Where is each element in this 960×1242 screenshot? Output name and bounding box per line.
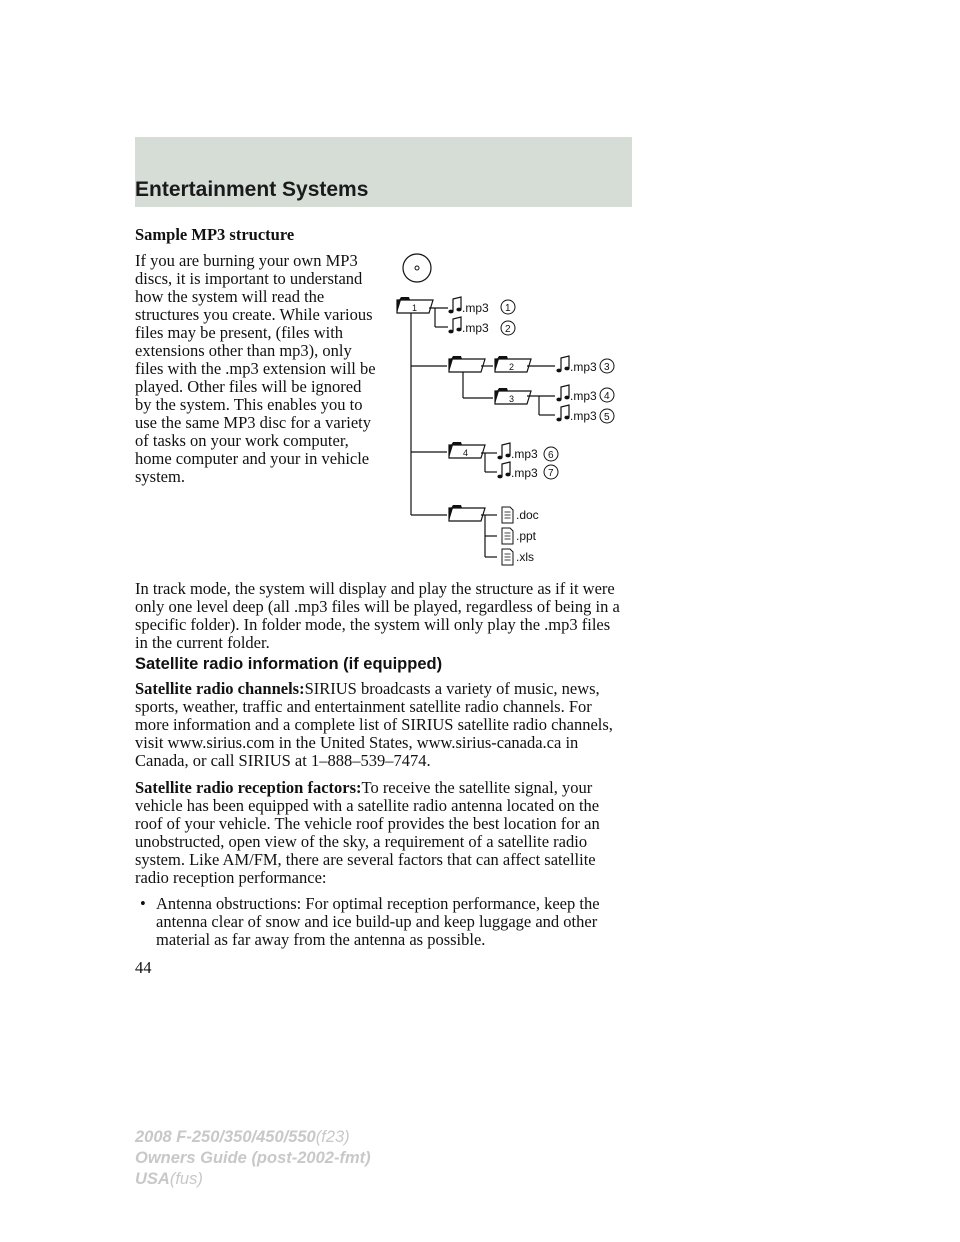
reception-line: To receive the satellite signal, your xyxy=(361,778,593,797)
reception-line: roof of your vehicle. The vehicle roof provides the best location for an xyxy=(135,814,600,833)
channels-line: visit www.sirius.com in the United States, www.sirius-canada.ca in xyxy=(135,733,579,752)
intro-line: extensions other than mp3), only xyxy=(135,341,352,360)
file-label: .doc xyxy=(516,508,539,522)
intro-line: discs, it is important to understand xyxy=(135,269,363,288)
bullet-marker: • xyxy=(140,894,146,913)
intro-line: use the same MP3 disc for a variety xyxy=(135,413,371,432)
file-number-badge: 7 xyxy=(548,468,554,479)
satellite-heading: Satellite radio information (if equipped) xyxy=(135,655,443,673)
folder-icon xyxy=(449,442,485,458)
channels-line: SIRIUS broadcasts a variety of music, news, xyxy=(304,679,600,698)
folder-icon xyxy=(449,356,485,372)
reception-line: system. Like AM/FM, there are several factors that can affect satellite xyxy=(135,850,596,869)
file-label: .mp3 xyxy=(511,466,538,480)
footer-region: USA xyxy=(135,1170,170,1188)
intro-line: how the system will read the xyxy=(135,287,325,306)
file-number-badge: 3 xyxy=(604,362,610,373)
channels-line: sports, weather, traffic and entertainment satellite radio channels. For xyxy=(135,697,592,716)
intro-line: by the system. This enables you to xyxy=(135,395,363,414)
folder-icon xyxy=(397,297,433,313)
track-line: specific folder). In folder mode, the system will only play the .mp3 files xyxy=(135,615,611,634)
intro-line: structures you create. While various xyxy=(135,305,373,324)
channels-line: more information and a complete list of SIRIUS satellite radio channels, xyxy=(135,715,613,734)
file-number-badge: 1 xyxy=(505,303,511,314)
reception-line: radio reception performance: xyxy=(135,868,327,887)
folder-icon xyxy=(449,505,485,521)
folder-number: 3 xyxy=(509,394,515,404)
channels-line: Canada, or call SIRIUS at 1–888–539–7474. xyxy=(135,751,431,770)
footer-model-code: (f23) xyxy=(315,1128,350,1146)
reception-line: vehicle has been equipped with a satellite radio antenna located on the xyxy=(135,796,600,815)
folder-icon xyxy=(495,388,531,404)
file-number-badge: 4 xyxy=(604,391,610,402)
file-label: .ppt xyxy=(516,529,537,543)
track-line: in the current folder. xyxy=(135,633,270,652)
intro-line: system. xyxy=(135,467,185,486)
footer-guide: Owners Guide (post-2002-fmt) xyxy=(135,1149,371,1167)
intro-line: If you are burning your own MP3 xyxy=(135,251,358,270)
bullet-line: material as far away from the antenna as possible. xyxy=(156,930,486,949)
mp3-structure-diagram xyxy=(385,248,625,568)
footer-region-code: (fus) xyxy=(169,1170,203,1188)
file-number-badge: 5 xyxy=(604,412,610,423)
track-line: In track mode, the system will display and play the structure as if it were xyxy=(135,579,615,598)
bullet-line: antenna clear of snow and ice build-up and keep luggage and other xyxy=(156,912,598,931)
reception-line: unobstructed, open view of the sky, a requirement of a satellite radio xyxy=(135,832,588,851)
intro-line: files may be present, (files with xyxy=(135,323,344,342)
folder-icon xyxy=(495,356,531,372)
file-label: .mp3 xyxy=(511,447,538,461)
file-label: .xls xyxy=(516,550,534,564)
mp3-heading: Sample MP3 structure xyxy=(135,225,295,244)
channels-first-line xyxy=(135,680,600,698)
file-label: .mp3 xyxy=(570,389,597,403)
track-line: only one level deep (all .mp3 files will be played, regardless of being in a xyxy=(135,597,620,616)
channels-label: Satellite radio channels: xyxy=(135,679,305,698)
reception-label: Satellite radio reception factors: xyxy=(135,778,362,797)
file-label: .mp3 xyxy=(570,360,597,374)
footer-model-line xyxy=(135,1127,371,1148)
intro-line: of tasks on your work computer, xyxy=(135,431,349,450)
footer-region-line xyxy=(135,1169,371,1190)
footer-model: 2008 F-250/350/450/550 xyxy=(135,1128,316,1146)
footer xyxy=(135,1127,371,1190)
file-label: .mp3 xyxy=(570,409,597,423)
file-number-badge: 6 xyxy=(548,450,554,461)
file-label: .mp3 xyxy=(462,321,489,335)
folder-number: 4 xyxy=(463,448,469,458)
intro-line: played. Other files will be ignored xyxy=(135,377,362,396)
file-number-badge: 2 xyxy=(505,324,511,335)
section-title: Entertainment Systems xyxy=(135,178,369,201)
intro-line: files with the .mp3 extension will be xyxy=(135,359,376,378)
footer-guide-line xyxy=(135,1148,371,1169)
folder-number: 2 xyxy=(509,362,515,372)
intro-line: home computer and your in vehicle xyxy=(135,449,370,468)
reception-first-line xyxy=(135,779,592,797)
folder-number: 1 xyxy=(412,303,418,313)
file-label: .mp3 xyxy=(462,301,489,315)
page-number: 44 xyxy=(135,958,152,977)
bullet-line: Antenna obstructions: For optimal reception performance, keep the xyxy=(156,894,600,913)
disc-icon xyxy=(403,254,431,282)
